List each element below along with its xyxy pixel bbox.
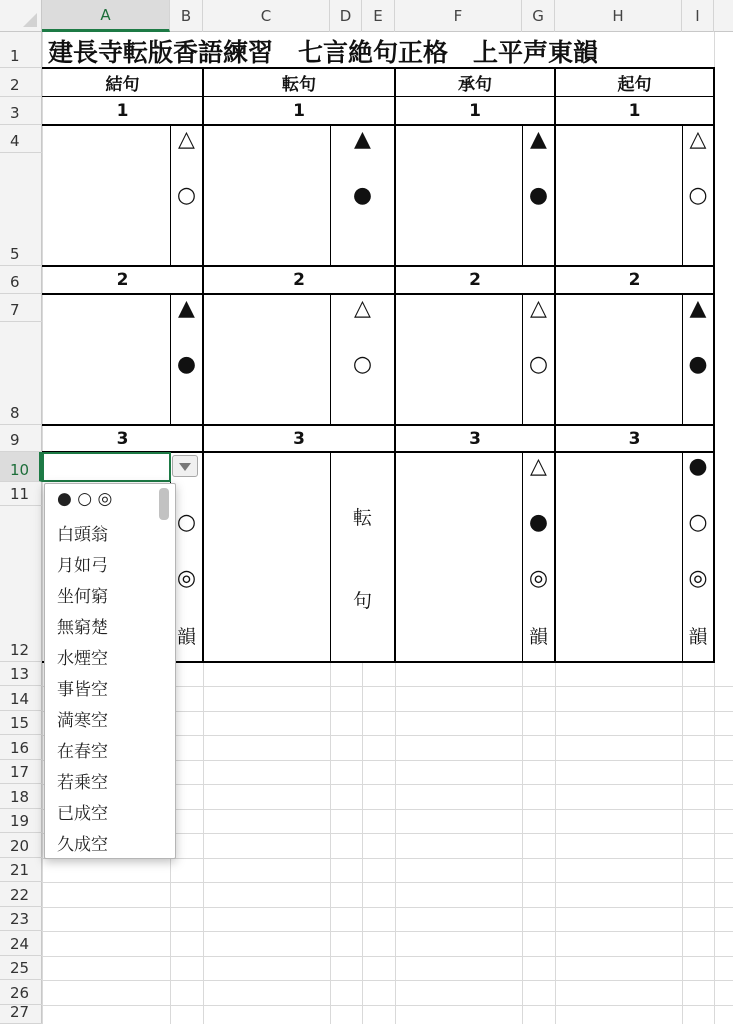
tone-mark-i11[interactable]: ○	[688, 510, 708, 535]
tone-mark-d5[interactable]: ●	[352, 183, 373, 208]
dropdown-option[interactable]: 月如弓	[57, 556, 108, 576]
number-cell-c3[interactable]: 1	[293, 100, 305, 121]
row-header-23[interactable]: 23	[0, 907, 42, 931]
row-header-3[interactable]: 3	[0, 97, 42, 125]
tone-mark-i10[interactable]: ●	[688, 453, 708, 479]
column-header-a[interactable]: A	[42, 0, 170, 32]
tone-mark-g8[interactable]: ○	[528, 352, 549, 377]
row-header-26[interactable]: 26	[0, 980, 42, 1005]
row-header-9[interactable]: 9	[0, 425, 42, 452]
number-cell-a3[interactable]: 1	[116, 100, 129, 121]
rhyme-mark-i11[interactable]: ◎	[688, 566, 708, 591]
tone-mark-d4[interactable]: ▲	[354, 126, 371, 152]
row-header-15[interactable]: 15	[0, 711, 42, 735]
number-cell-f3[interactable]: 1	[469, 100, 481, 121]
tone-mark-d7[interactable]: △	[354, 295, 371, 321]
row-header-22[interactable]: 22	[0, 882, 42, 907]
dropdown-option[interactable]: 水煙空	[57, 649, 108, 669]
tone-mark-b7[interactable]: ▲	[178, 295, 195, 321]
row-header-8[interactable]: 8	[0, 322, 42, 425]
number-cell-a9[interactable]: 3	[116, 428, 129, 449]
select-all-corner[interactable]	[0, 0, 42, 32]
chevron-down-icon	[179, 463, 191, 471]
tone-mark-i4[interactable]: △	[689, 126, 707, 152]
tone-mark-i5[interactable]: ○	[688, 183, 708, 208]
tone-mark-g10[interactable]: △	[530, 453, 547, 479]
column-header-g[interactable]: G	[522, 0, 555, 32]
dropdown-option[interactable]: 無窮楚	[57, 618, 108, 638]
row-header-10[interactable]: 10	[0, 452, 42, 482]
row-header-6[interactable]: 6	[0, 266, 42, 294]
dropdown-option[interactable]: 在春空	[57, 742, 108, 762]
header-kekku[interactable]: 結句	[105, 75, 140, 95]
number-cell-a6[interactable]: 2	[116, 270, 129, 290]
row-header-11[interactable]: 11	[0, 482, 42, 506]
number-cell-h6[interactable]: 2	[628, 270, 641, 290]
dropdown-option[interactable]: 満寒空	[57, 711, 108, 731]
column-header-i[interactable]: I	[682, 0, 714, 32]
row-header-4[interactable]: 4	[0, 125, 42, 153]
row-header-7[interactable]: 7	[0, 294, 42, 322]
row-header-18[interactable]: 18	[0, 784, 42, 809]
row-header-2[interactable]: 2	[0, 68, 42, 97]
tone-mark-g7[interactable]: △	[530, 295, 547, 321]
column-header-d[interactable]: D	[330, 0, 362, 32]
dropdown-option[interactable]: 久成空	[57, 835, 108, 855]
tone-mark-b8[interactable]: ●	[176, 352, 197, 377]
header-kiku[interactable]: 起句	[617, 75, 652, 95]
column-header-e[interactable]: E	[362, 0, 395, 32]
dropdown-option[interactable]: 坐何窮	[57, 587, 108, 607]
number-cell-f6[interactable]: 2	[469, 270, 481, 290]
row-header-13[interactable]: 13	[0, 662, 42, 686]
row-header-16[interactable]: 16	[0, 735, 42, 760]
row-header-24[interactable]: 24	[0, 931, 42, 956]
selected-cell-a10[interactable]	[42, 452, 171, 482]
tone-mark-b4[interactable]: △	[178, 126, 195, 152]
dropdown-option[interactable]: 白頭翁	[57, 525, 108, 545]
rhyme-label-b12[interactable]: 韻	[176, 625, 196, 648]
number-cell-c9[interactable]: 3	[293, 428, 305, 449]
column-header-b[interactable]: B	[170, 0, 203, 32]
dropdown-option[interactable]: 事皆空	[57, 680, 108, 700]
header-shouku[interactable]: 承句	[458, 75, 492, 95]
column-header-f[interactable]: F	[395, 0, 522, 32]
tone-mark-i7[interactable]: ▲	[689, 295, 707, 321]
row-header-1[interactable]: 1	[0, 32, 42, 68]
header-tenku[interactable]: 転句	[282, 75, 316, 95]
tone-mark-g11[interactable]: ●	[528, 510, 549, 535]
rhyme-label-g12[interactable]: 韻	[528, 625, 548, 648]
dropdown-list[interactable]	[44, 483, 176, 859]
row-header-5[interactable]: 5	[0, 153, 42, 266]
dropdown-toggle-button[interactable]	[172, 455, 198, 477]
tenku-label-bottom[interactable]: 句	[352, 589, 372, 612]
row-header-14[interactable]: 14	[0, 686, 42, 711]
row-header-17[interactable]: 17	[0, 760, 42, 784]
row-header-25[interactable]: 25	[0, 956, 42, 980]
number-cell-h3[interactable]: 1	[628, 100, 641, 121]
sheet-title[interactable]: 建長寺転版香語練習 七言絶句正格 上平声東韻	[48, 37, 599, 67]
row-header-27[interactable]: 27	[0, 1005, 42, 1024]
row-header-19[interactable]: 19	[0, 809, 42, 833]
dropdown-scrollbar-thumb[interactable]	[159, 488, 169, 520]
tone-mark-i8[interactable]: ●	[688, 352, 708, 377]
rhyme-label-i12[interactable]: 韻	[688, 625, 708, 648]
column-header-c[interactable]: C	[203, 0, 330, 32]
tone-mark-g4[interactable]: ▲	[530, 126, 547, 152]
number-cell-h9[interactable]: 3	[628, 428, 641, 449]
number-cell-f9[interactable]: 3	[469, 428, 481, 449]
row-header-21[interactable]: 21	[0, 858, 42, 882]
tenku-label-top[interactable]: 転	[352, 506, 372, 529]
dropdown-option[interactable]: 若乗空	[57, 773, 108, 793]
tone-mark-b11[interactable]: ○	[176, 510, 197, 535]
tone-mark-d8[interactable]: ○	[352, 352, 373, 377]
rhyme-mark-b11[interactable]: ◎	[176, 566, 197, 591]
tone-mark-b5[interactable]: ○	[176, 183, 197, 208]
column-header-h[interactable]: H	[555, 0, 682, 32]
dropdown-option[interactable]: ● ○ ◎	[57, 489, 113, 509]
number-cell-c6[interactable]: 2	[293, 270, 305, 290]
tone-mark-g5[interactable]: ●	[528, 183, 549, 208]
rhyme-mark-g11[interactable]: ◎	[528, 566, 549, 591]
row-header-12[interactable]: 12	[0, 506, 42, 662]
dropdown-option[interactable]: 已成空	[57, 804, 108, 824]
row-header-20[interactable]: 20	[0, 833, 42, 858]
